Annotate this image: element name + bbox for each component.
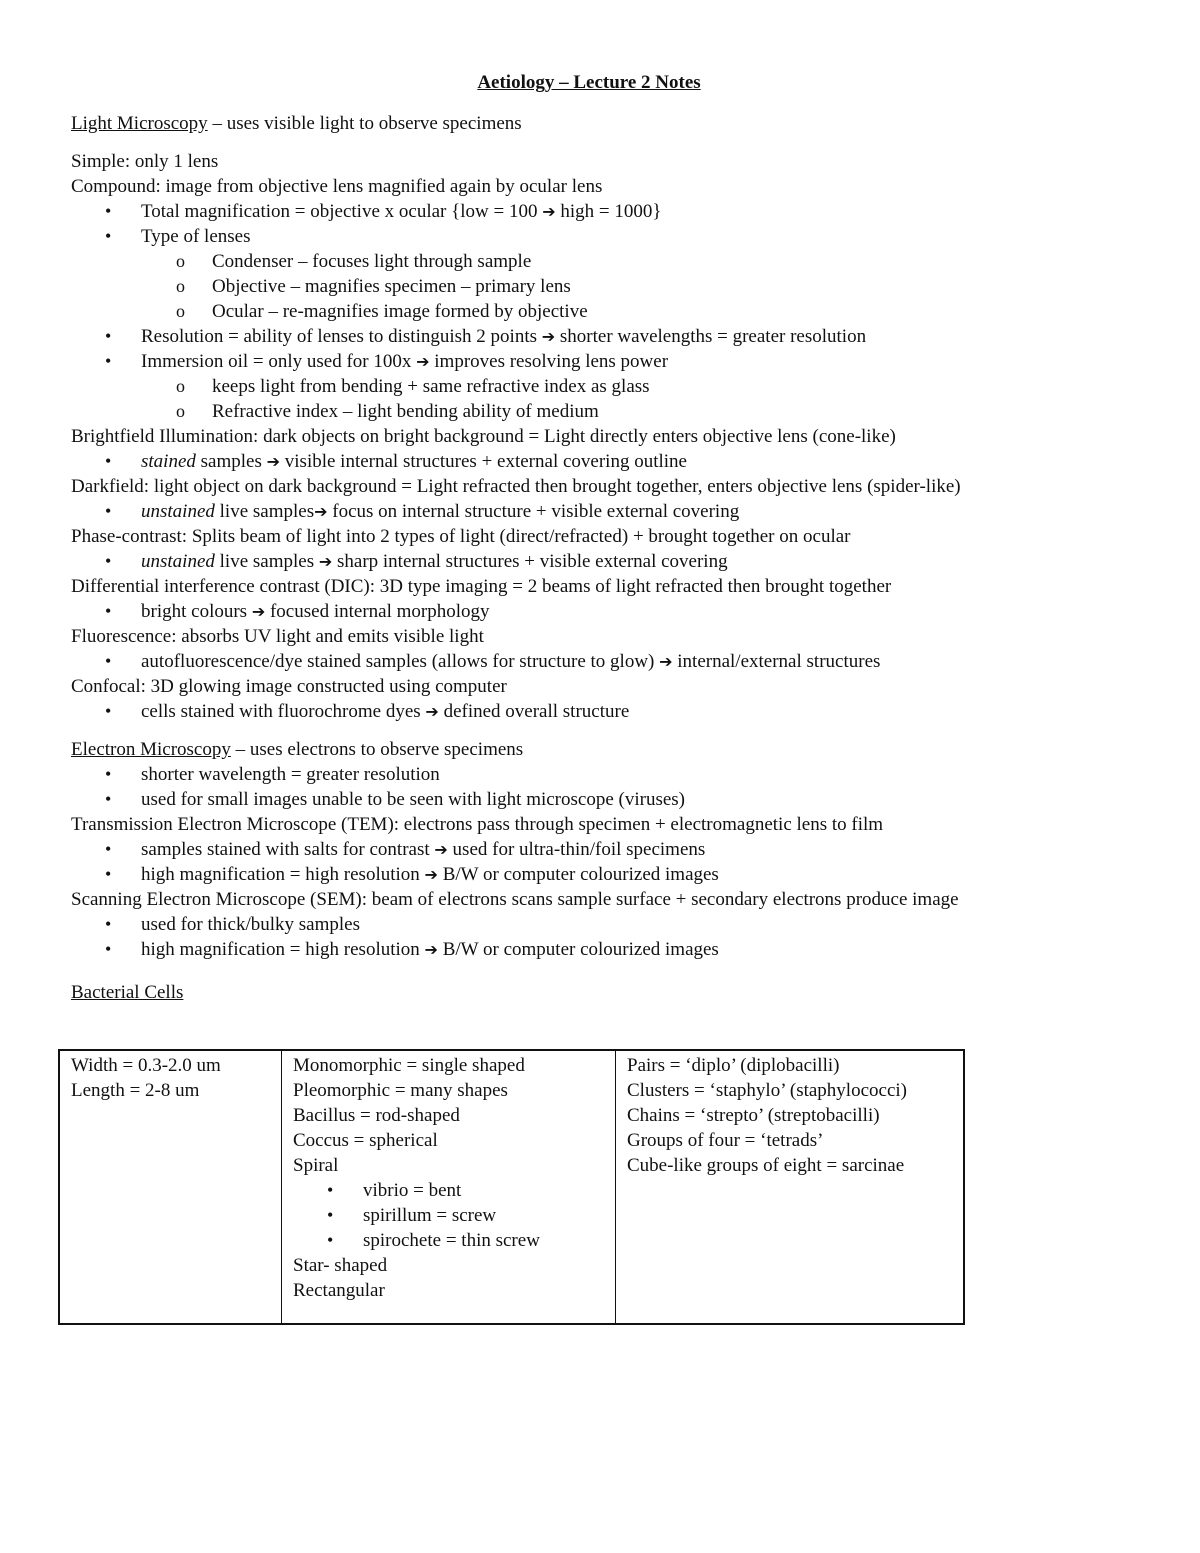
heading-rest: – uses electrons to observe specimens <box>230 739 524 760</box>
document-page <box>71 68 1131 1005</box>
bullet-item <box>71 499 1131 524</box>
circle-bullet-icon: o <box>176 376 185 396</box>
text: vibrio = bent <box>363 1180 462 1201</box>
text-line: Darkfield: light object on dark background = Light refracted then brought together, enters objective lens (spider-like) <box>71 476 961 497</box>
electron-microscopy-heading <box>71 737 1131 762</box>
bullet-item <box>71 349 1131 374</box>
bullet-item <box>71 224 1131 249</box>
bullet-icon: • <box>105 501 112 521</box>
text: high magnification = high resolution <box>141 939 425 960</box>
bullet-icon: • <box>105 351 112 371</box>
italic-text: stained <box>141 451 196 472</box>
circle-bullet-icon: o <box>176 276 185 296</box>
list-item: Clusters = ‘staphylo’ (staphylococci) <box>627 1080 907 1101</box>
text: high magnification = high resolution <box>141 864 425 885</box>
text: Refractive index – light bending ability of medium <box>212 401 599 422</box>
arrow-right-icon: ➔ <box>434 840 448 859</box>
arrow-right-icon: ➔ <box>314 502 328 521</box>
bullet-icon: • <box>105 226 112 246</box>
text: Total magnification = objective x ocular {low = 100 <box>141 201 543 222</box>
arrow-right-icon: ➔ <box>251 602 266 621</box>
sub-bullet-item <box>71 374 1131 399</box>
bullet-icon: • <box>105 839 112 859</box>
text-line: Brightfield Illumination: dark objects on bright background = Light directly enters objective lens (cone-like) <box>71 426 896 447</box>
heading-underlined: Electron Microscopy <box>71 739 231 760</box>
bullet-icon: • <box>105 701 112 721</box>
circle-bullet-icon: o <box>176 251 185 271</box>
bullet-icon: • <box>327 1180 334 1200</box>
bullet-icon: • <box>105 789 112 809</box>
list-item: Pleomorphic = many shapes <box>293 1080 508 1101</box>
text: B/W or computer colourized images <box>437 939 719 960</box>
list-item: Spiral <box>293 1155 339 1176</box>
text: live samples <box>214 501 315 522</box>
arrow-right-icon: ➔ <box>659 652 673 671</box>
sub-bullet-item <box>71 274 1131 299</box>
bullet-item <box>71 762 1131 787</box>
bullet-icon: • <box>105 914 112 934</box>
arrow-right-icon: ➔ <box>266 452 281 471</box>
bullet-item <box>293 1178 605 1203</box>
text: shorter wavelengths = greater resolution <box>555 326 867 347</box>
text: Type of lenses <box>141 226 251 247</box>
text: B/W or computer colourized images <box>437 864 719 885</box>
text: Condenser – focuses light through sample <box>212 251 532 272</box>
text: visible internal structures + external covering outline <box>280 451 687 472</box>
text-line: Compound: image from objective lens magnified again by ocular lens <box>71 176 603 197</box>
list-item: Width = 0.3-2.0 um <box>71 1055 221 1076</box>
text: sharp internal structures + visible external covering <box>332 551 728 572</box>
text: used for small images unable to be seen with light microscope (viruses) <box>141 789 686 810</box>
bullet-icon: • <box>105 326 112 346</box>
circle-bullet-icon: o <box>176 401 185 421</box>
bullet-icon: • <box>105 451 112 471</box>
table-row <box>59 1050 964 1324</box>
list-item: Coccus = spherical <box>293 1130 438 1151</box>
bacterial-cells-table <box>58 1049 965 1325</box>
text: spirochete = thin screw <box>363 1230 540 1251</box>
text: internal/external structures <box>672 651 881 672</box>
arrow-right-icon: ➔ <box>318 552 333 571</box>
bullet-item <box>71 549 1131 574</box>
bullet-icon: • <box>105 864 112 884</box>
text: Immersion oil = only used for 100x <box>141 351 417 372</box>
text: improves resolving lens power <box>429 351 669 372</box>
list-item: Pairs = ‘diplo’ (diplobacilli) <box>627 1055 840 1076</box>
bacterial-cells-heading <box>71 980 1131 1005</box>
text: high = 1000} <box>555 201 662 222</box>
bullet-icon: • <box>105 551 112 571</box>
text: Ocular – re-magnifies image formed by objective <box>212 301 588 322</box>
italic-text: unstained <box>141 551 215 572</box>
text-line: Differential interference contrast (DIC): 3D type imaging = 2 beams of light refracted then brought together <box>71 576 892 597</box>
text: Resolution = ability of lenses to distinguish 2 points <box>141 326 542 347</box>
text: bright colours <box>141 601 252 622</box>
list-item: Star- shaped <box>293 1255 388 1276</box>
bullet-icon: • <box>327 1230 334 1250</box>
arrow-right-icon: ➔ <box>424 940 438 959</box>
text: live samples <box>214 551 319 572</box>
list-item: Groups of four = ‘tetrads’ <box>627 1130 824 1151</box>
text-line: Confocal: 3D glowing image constructed using computer <box>71 676 507 697</box>
list-item: Rectangular <box>293 1280 385 1301</box>
size-cell <box>59 1050 282 1324</box>
bullet-item <box>71 324 1131 349</box>
text: Objective – magnifies specimen – primary lens <box>212 276 571 297</box>
text-line: Simple: only 1 lens <box>71 151 219 172</box>
text: keeps light from bending + same refractive index as glass <box>212 376 650 397</box>
text: focus on internal structure + visible external covering <box>327 501 740 522</box>
text: samples stained with salts for contrast <box>141 839 435 860</box>
text-line: Scanning Electron Microscope (SEM): beam of electrons scans sample surface + secondary electrons produce image <box>71 889 959 910</box>
arrangement-cell <box>616 1050 965 1324</box>
page-title: Aetiology – Lecture 2 Notes <box>477 72 701 93</box>
bullet-icon: • <box>105 939 112 959</box>
list-item: Monomorphic = single shaped <box>293 1055 525 1076</box>
arrow-right-icon: ➔ <box>542 202 556 221</box>
arrow-right-icon: ➔ <box>425 702 439 721</box>
sub-bullet-item <box>71 399 1131 424</box>
text-line: Transmission Electron Microscope (TEM): electrons pass through specimen + electromagnetic lens to film <box>71 814 884 835</box>
text: used for ultra-thin/foil specimens <box>447 839 706 860</box>
heading-underlined: Light Microscopy <box>71 113 208 134</box>
bullet-item <box>71 199 1131 224</box>
heading-underlined: Bacterial Cells <box>71 982 184 1003</box>
bullet-item <box>71 599 1131 624</box>
bullet-item <box>71 937 1131 962</box>
text: used for thick/bulky samples <box>141 914 360 935</box>
bullet-icon: • <box>105 601 112 621</box>
bullet-item <box>71 862 1131 887</box>
text: spirillum = screw <box>363 1205 497 1226</box>
sub-bullet-item <box>71 249 1131 274</box>
bullet-item <box>293 1203 605 1228</box>
sub-bullet-item <box>71 299 1131 324</box>
text: focused internal morphology <box>265 601 490 622</box>
bullet-item <box>71 699 1131 724</box>
text: shorter wavelength = greater resolution <box>141 764 440 785</box>
bullet-icon: • <box>105 201 112 221</box>
list-item: Chains = ‘strepto’ (streptobacilli) <box>627 1105 880 1126</box>
text: autofluorescence/dye stained samples (allows for structure to glow) <box>141 651 660 672</box>
bullet-item <box>71 449 1131 474</box>
text-line: Fluorescence: absorbs UV light and emits visible light <box>71 626 484 647</box>
list-item: Length = 2-8 um <box>71 1080 200 1101</box>
arrow-right-icon: ➔ <box>424 865 438 884</box>
list-item: Cube-like groups of eight = sarcinae <box>627 1155 905 1176</box>
shape-cell <box>282 1050 616 1324</box>
light-microscopy-heading <box>71 111 1131 136</box>
bullet-item <box>71 912 1131 937</box>
bullet-item <box>293 1228 605 1253</box>
bullet-item <box>71 649 1131 674</box>
text: samples <box>195 451 267 472</box>
bullet-item <box>71 787 1131 812</box>
list-item: Bacillus = rod-shaped <box>293 1105 460 1126</box>
arrow-right-icon: ➔ <box>541 327 556 346</box>
text-line: Phase-contrast: Splits beam of light into 2 types of light (direct/refracted) + brought together on ocular <box>71 526 851 547</box>
bullet-item <box>71 837 1131 862</box>
arrow-right-icon: ➔ <box>416 352 430 371</box>
heading-rest: – uses visible light to observe specimens <box>207 113 522 134</box>
italic-text: unstained <box>141 501 215 522</box>
text: cells stained with fluorochrome dyes <box>141 701 426 722</box>
bullet-icon: • <box>105 764 112 784</box>
text: defined overall structure <box>438 701 630 722</box>
bullet-icon: • <box>105 651 112 671</box>
bullet-icon: • <box>327 1205 334 1225</box>
circle-bullet-icon: o <box>176 301 185 321</box>
